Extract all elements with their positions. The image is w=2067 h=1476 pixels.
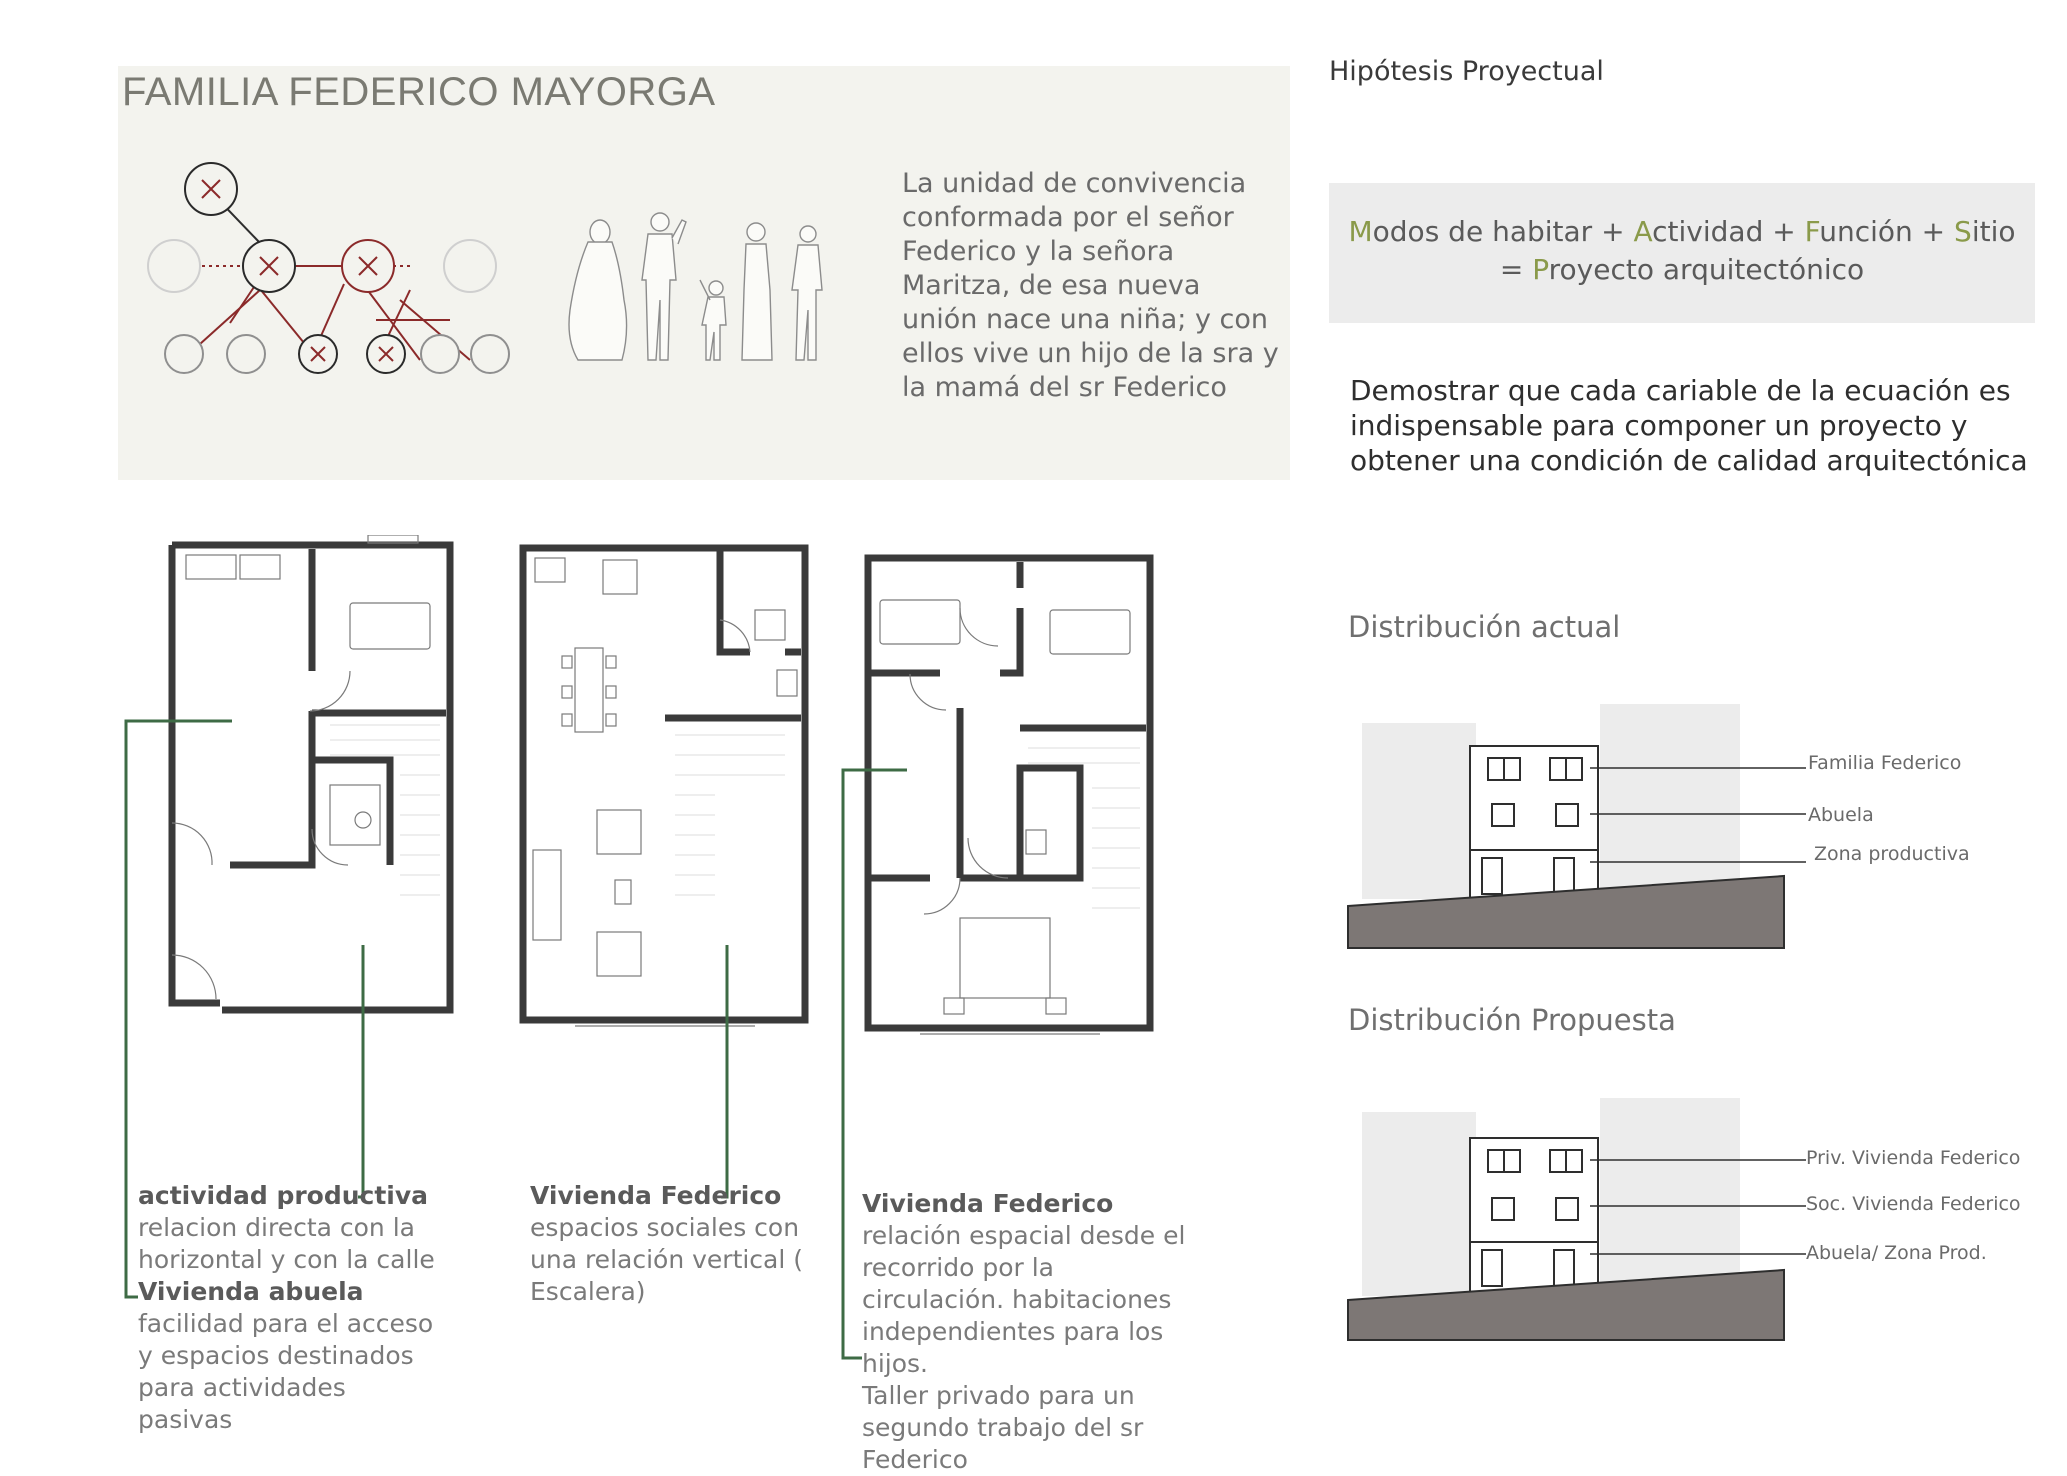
family-title: FAMILIA FEDERICO MAYORGA [122,70,716,114]
formula-term-funcion: Función [1804,215,1913,248]
distribucion-propuesta-diagram [1340,1086,1820,1346]
caption-plan-2-text: espacios sociales con una relación vertical ( Escalera) [530,1213,804,1306]
formula-term-actividad: Actividad [1633,215,1764,248]
formula-term-sitio: Sitio [1954,215,2016,248]
caption-plan-3 [862,1188,1222,1476]
distribucion-actual-diagram [1340,690,1820,950]
caption-plan-1-heading-abuela: Vivienda abuela [138,1277,364,1306]
caption-plan-1-text-abuela: facilidad para el acceso y espacios destinados para actividades pasivas [138,1309,434,1434]
caption-plan-2 [530,1180,830,1308]
distribucion-actual-title: Distribución actual [1348,610,1621,644]
formula-box [1329,183,2035,323]
family-description: La unidad de convivencia conformada por el señor Federico y la señora Maritza, de esa nueva unión nace una niña; y con ellos vive un hijo de la sra y la mamá del sr Federico [902,168,1279,403]
hypothesis-statement: Demostrar que cada cariable de la ecuación es indispensable para componer un proyecto y obtener una condición de calidad arquitectónica [1350,374,2028,477]
actual-label-familia: Familia Federico [1808,752,1962,774]
caption-plan-3-text-2: Taller privado para un segundo trabajo del sr Federico [862,1381,1144,1474]
propuesta-label-abuela: Abuela/ Zona Prod. [1806,1242,1987,1264]
propuesta-label-soc: Soc. Vivienda Federico [1806,1193,2021,1215]
formula: Modos de habitar + Actividad + Función + Sitio = Proyecto arquitectónico [1348,215,2016,286]
caption-plan-1-text-productiva: relacion directa con la horizontal y con la calle [138,1213,435,1274]
distribucion-propuesta-title: Distribución Propuesta [1348,1003,1676,1037]
caption-plan-3-text-1: relación espacial desde el recorrido por la circulación. habitaciones independientes para los hijos. [862,1221,1186,1378]
actual-label-zona: Zona productiva [1814,843,1970,865]
formula-result: Proyecto arquitectónico [1532,253,1865,286]
formula-term-modos: Modos de habitar [1348,215,1593,248]
propuesta-label-priv: Priv. Vivienda Federico [1806,1147,2021,1169]
caption-plan-1 [138,1180,518,1436]
caption-plan-2-heading: Vivienda Federico [530,1181,782,1210]
caption-plan-3-heading: Vivienda Federico [862,1189,1114,1218]
caption-plan-1-heading-productiva: actividad productiva [138,1181,429,1210]
hypothesis-title: Hipótesis Proyectual [1329,56,1604,87]
actual-label-abuela: Abuela [1808,804,1874,826]
